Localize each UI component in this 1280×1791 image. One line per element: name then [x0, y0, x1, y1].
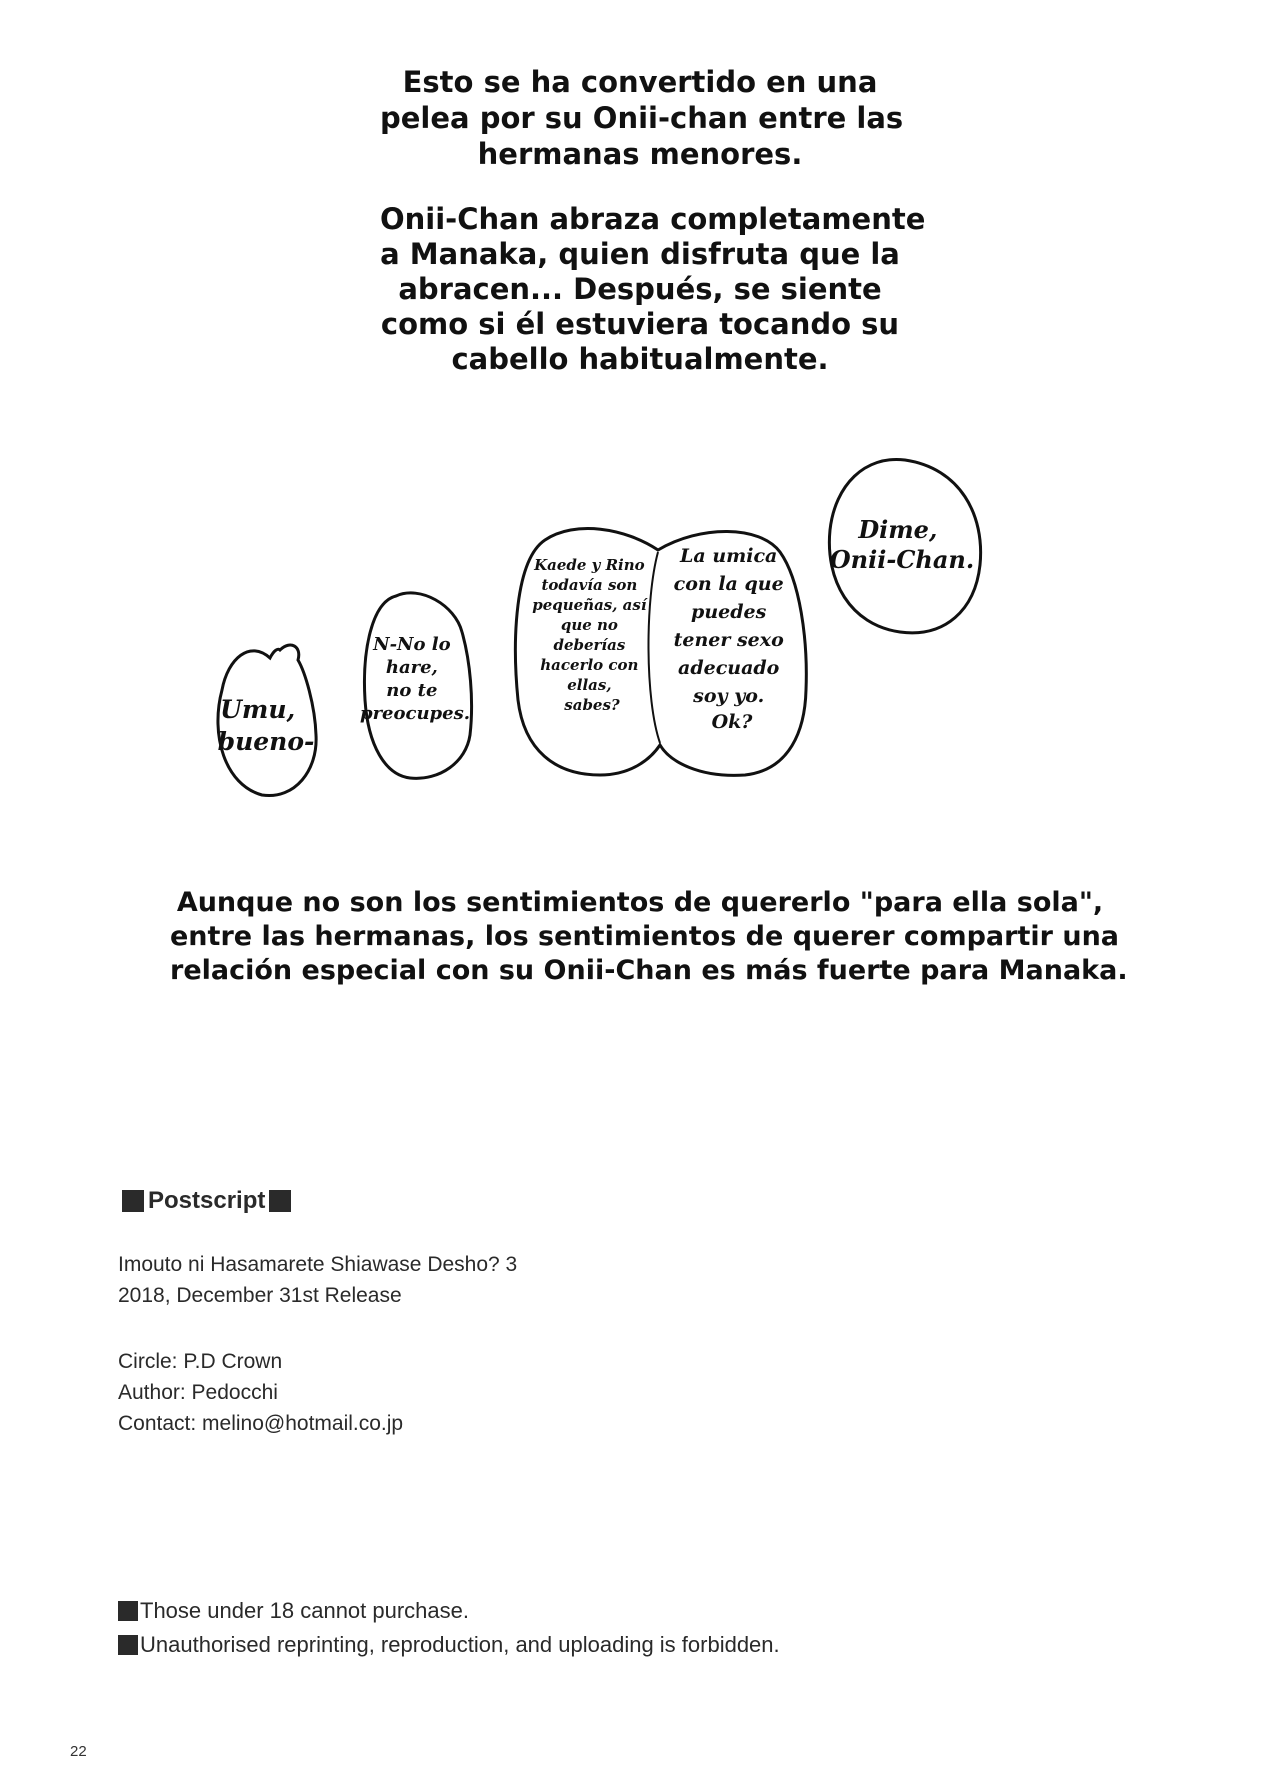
description-line: a Manaka, quien disfruta que la [380, 237, 900, 271]
closing-line: relación especial con su Onii-Chan es más fuerte para Manaka. [170, 955, 1128, 986]
release-line: 2018, December 31st Release [118, 1284, 402, 1307]
credit-line: Author: Pedocchi [118, 1381, 278, 1404]
notice-line [118, 1628, 780, 1662]
postscript-title [122, 1187, 291, 1215]
speech-text-kaede: Kaede y Rino todavía son pequeñas, así que no deberías hacerlo con ellas, sabes? [532, 556, 647, 714]
description-line: cabello habitualmente. [451, 342, 829, 376]
closing-text [170, 886, 1128, 988]
intro-line: pelea por su Onii-chan entre las [380, 101, 904, 135]
credit-line: Contact: melino@hotmail.co.jp [118, 1412, 404, 1435]
page-number: 22 [70, 1743, 87, 1760]
square-bullet-icon [118, 1635, 138, 1655]
closing-line: entre las hermanas, los sentimientos de querer compartir una [170, 921, 1120, 952]
speech-text-dime: Dime, Onii-Chan. [829, 515, 975, 574]
notice-line [118, 1594, 780, 1628]
credit-line: Circle: P.D Crown [118, 1350, 283, 1373]
notice-text: Unauthorised reprinting, reproduction, and uploading is forbidden. [140, 1632, 780, 1657]
intro-line: hermanas menores. [477, 137, 803, 171]
closing-line: Aunque no son los sentimientos de quererlo "para ella sola", [176, 887, 1104, 918]
notice-text: Those under 18 cannot purchase. [140, 1598, 470, 1623]
description-line: como si él estuviera tocando su [380, 307, 900, 341]
square-bullet-icon [269, 1190, 291, 1212]
intro-line: Esto se ha convertido en una [402, 65, 878, 99]
release-line: Imouto ni Hasamarete Shiawase Desho? 3 [118, 1253, 518, 1276]
credits-info [118, 1346, 403, 1439]
description-line: Onii-Chan abraza completamente [380, 202, 926, 236]
speech-text-no-lo-hare: N-No lo hare, no te preocupes. [359, 634, 471, 724]
square-bullet-icon [118, 1601, 138, 1621]
legal-notices [118, 1594, 780, 1662]
description-line: abracen... Después, se siente [398, 272, 882, 306]
speech-text-umu: Umu, bueno- [217, 695, 315, 756]
square-bullet-icon [122, 1190, 144, 1212]
speech-text-umica: La umica con la que puedes tener sexo adecuado soy yo. Ok? [673, 545, 784, 733]
release-info [118, 1249, 517, 1311]
postscript-label: Postscript [148, 1187, 266, 1214]
